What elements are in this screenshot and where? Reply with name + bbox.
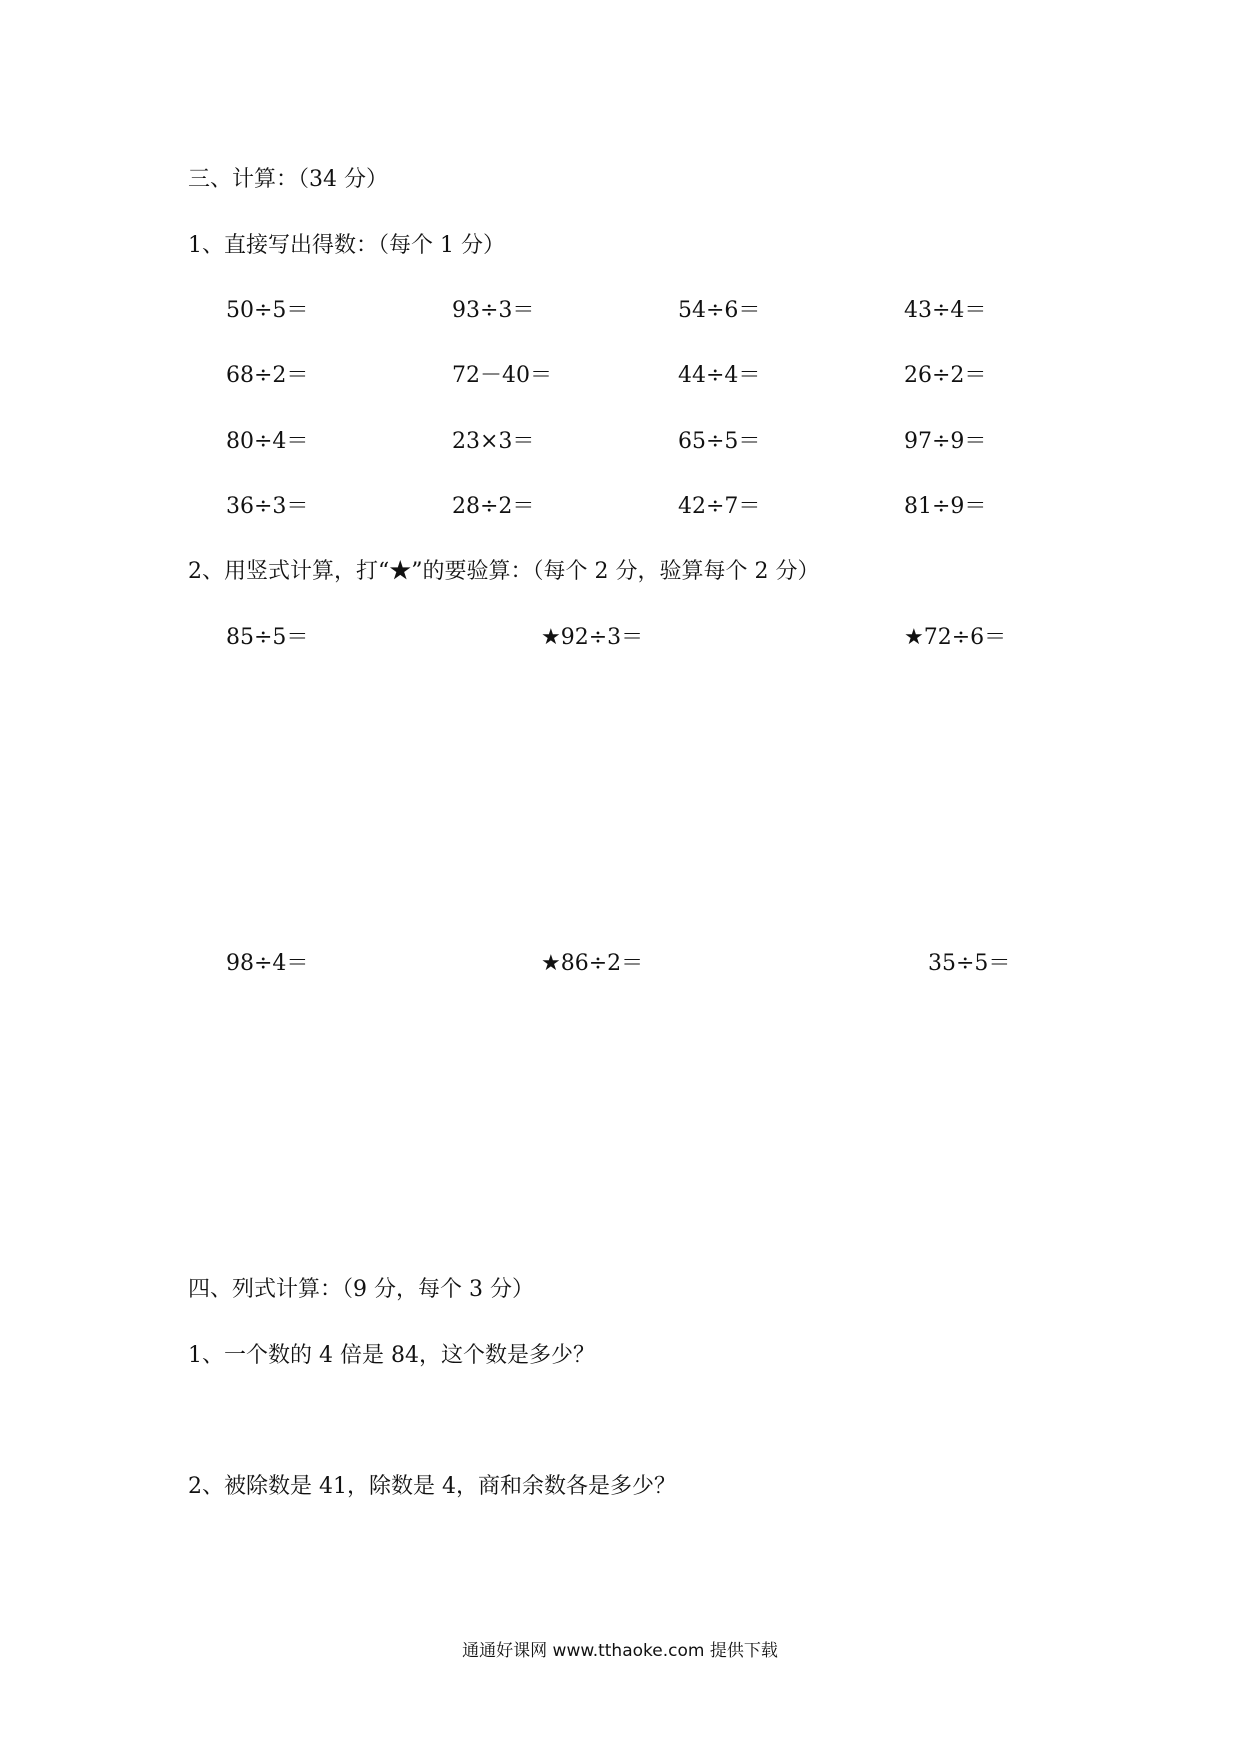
vertical-calc-5: ★86÷2＝ (541, 951, 644, 976)
question-2-title: 2、用竖式计算，打“★”的要验算：（每个 2 分，验算每个 2 分） (188, 559, 820, 584)
expr-r1-c1: 50÷5＝ (226, 298, 309, 323)
vertical-calc-2: ★92÷3＝ (541, 625, 644, 650)
expr-r4-c4: 81÷9＝ (904, 494, 987, 519)
question-1-title: 1、直接写出得数：（每个 1 分） (188, 233, 505, 258)
expr-r4-c3: 42÷7＝ (678, 494, 761, 519)
expr-r2-c3: 44÷4＝ (678, 363, 761, 388)
expr-r3-c1: 80÷4＝ (226, 429, 309, 454)
vertical-calc-1: 85÷5＝ (226, 625, 309, 650)
expr-r3-c2: 23×3＝ (452, 429, 535, 454)
expr-r2-c2: 72－40＝ (452, 363, 552, 388)
expr-r3-c4: 97÷9＝ (904, 429, 987, 454)
expr-r1-c4: 43÷4＝ (904, 298, 987, 323)
vertical-calc-4: 98÷4＝ (226, 951, 309, 976)
expr-r3-c3: 65÷5＝ (678, 429, 761, 454)
expr-r4-c1: 36÷3＝ (226, 494, 309, 519)
section-3-title: 三、计算：（34 分） (188, 167, 388, 192)
expr-r4-c2: 28÷2＝ (452, 494, 535, 519)
expr-r2-c1: 68÷2＝ (226, 363, 309, 388)
expr-r1-c2: 93÷3＝ (452, 298, 535, 323)
section-4-title: 四、列式计算：（9 分，每个 3 分） (188, 1277, 534, 1302)
page-footer: 通通好课网 www.tthaoke.com 提供下载 (462, 1641, 778, 1661)
vertical-calc-3: ★72÷6＝ (904, 625, 1007, 650)
expr-r2-c4: 26÷2＝ (904, 363, 987, 388)
section-4-question-1: 1、一个数的 4 倍是 84，这个数是多少？ (188, 1343, 595, 1368)
expr-r1-c3: 54÷6＝ (678, 298, 761, 323)
vertical-calc-6: 35÷5＝ (928, 951, 1011, 976)
section-4-question-2: 2、被除数是 41，除数是 4，商和余数各是多少？ (188, 1474, 676, 1499)
